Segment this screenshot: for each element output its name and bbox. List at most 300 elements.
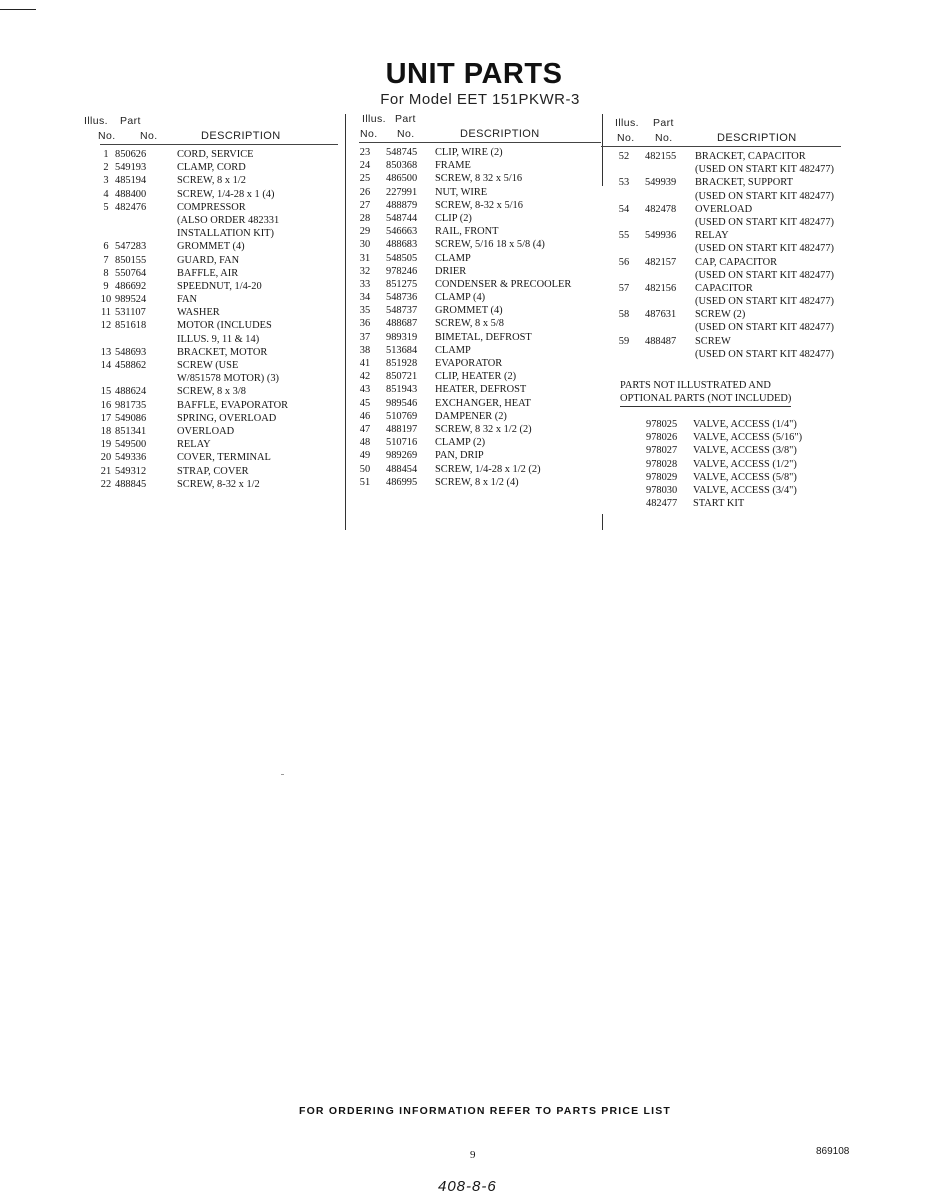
parts-row (615, 335, 855, 348)
illus-number: 1 (103, 149, 109, 160)
optional-part-row (620, 418, 860, 431)
part-number: 989546 (386, 397, 418, 409)
column-header-bottom (359, 128, 601, 143)
part-description: CLAMP (435, 344, 471, 356)
parts-row (615, 308, 855, 321)
part-description: SCREW, 8 x 1/2 (177, 175, 246, 187)
illus-number: 6 (103, 241, 109, 253)
parts-row (615, 229, 855, 242)
model-subtitle: For Model EET 151PKWR-3 (380, 91, 580, 108)
part-description: (USED ON START KIT 482477) (695, 164, 835, 176)
illus-number: 4 (103, 188, 109, 200)
part-description: SCREW, 8 32 x 5/16 (435, 173, 523, 185)
part-description: (USED ON START KIT 482477) (695, 348, 835, 360)
part-number: 851928 (386, 358, 418, 369)
part-number: 486692 (115, 280, 147, 292)
parts-row (359, 225, 601, 238)
illus-number: 48 (359, 437, 371, 449)
optional-part-row (620, 431, 860, 444)
parts-row (615, 321, 855, 334)
parts-row (359, 449, 601, 462)
part-description: CLAMP (435, 252, 471, 264)
optional-part-row (620, 497, 860, 510)
optional-parts-list (620, 418, 860, 510)
part-number: 850368 (386, 160, 418, 172)
part-number: 482478 (645, 203, 677, 215)
illus-number: 31 (359, 252, 371, 264)
illus-number: 33 (359, 278, 371, 290)
parts-row (100, 188, 338, 201)
part-description: NUT, WIRE (435, 186, 488, 198)
no-label: No. (360, 128, 378, 140)
description-label: DESCRIPTION (717, 132, 797, 144)
part-description: SCREW, 8 x 3/8 (177, 386, 246, 398)
parts-row (359, 304, 601, 317)
part-number: 488845 (115, 478, 147, 490)
parts-row (100, 451, 338, 464)
part-number: 851275 (386, 278, 418, 290)
note-line-1: PARTS NOT ILLUSTRATED AND (620, 380, 771, 391)
column-divider-1 (345, 114, 346, 530)
parts-row (359, 370, 601, 383)
part-description: W/851578 MOTOR) (3) (177, 373, 279, 385)
optional-part-row (620, 444, 860, 457)
part-number: 989524 (115, 294, 147, 306)
illus-number: 16 (100, 399, 112, 411)
part-number: 487631 (645, 309, 677, 321)
part-number: 548744 (386, 212, 418, 224)
illus-number: 18 (100, 425, 112, 437)
parts-row (100, 306, 338, 319)
part-number: 549500 (115, 439, 147, 451)
illus-number: 26 (359, 186, 371, 198)
parts-row (359, 344, 601, 357)
part-number: 978246 (386, 265, 418, 277)
part-description: SCREW, 8 x 5/8 (435, 318, 504, 330)
header-rule (601, 146, 841, 147)
parts-row (359, 199, 601, 212)
parts-row (615, 176, 855, 189)
illus-number: 25 (359, 173, 371, 185)
part-description: COMPRESSOR (177, 201, 246, 213)
part-number: 978027 (646, 445, 678, 457)
parts-row (100, 240, 338, 253)
parts-column-3 (615, 117, 855, 361)
part-description: BAFFLE, AIR (177, 267, 239, 279)
page-number: 9 (470, 1149, 476, 1161)
part-number: 850155 (115, 254, 147, 266)
illus-number: 55 (618, 230, 630, 242)
part-description: FRAME (435, 160, 471, 172)
part-number: 485194 (115, 175, 147, 187)
part-description: EVAPORATOR (435, 358, 503, 369)
note-line-2: OPTIONAL PARTS (NOT INCLUDED) (620, 392, 791, 407)
parts-row (359, 410, 601, 423)
no-label: No. (98, 130, 116, 142)
parts-row (100, 385, 338, 398)
part-description: SCREW, 1/4-28 x 1 (4) (177, 188, 275, 200)
part-no-label: No. (140, 130, 158, 142)
part-description: VALVE, ACCESS (1/4") (693, 419, 797, 430)
part-description: SCREW, 8-32 x 1/2 (177, 478, 260, 490)
part-no-label: No. (397, 128, 415, 140)
part-number: 546663 (386, 226, 418, 238)
illus-number: 56 (618, 256, 630, 268)
part-number: 486500 (386, 173, 418, 185)
parts-row (615, 242, 855, 255)
part-description: SPEEDNUT, 1/4-20 (177, 280, 262, 292)
part-description: SCREW, 8-32 x 5/16 (435, 199, 523, 211)
part-description: BRACKET, CAPACITOR (695, 151, 806, 162)
illus-number: 13 (100, 346, 112, 358)
part-description: START KIT (693, 498, 745, 510)
illus-number: 42 (359, 371, 371, 383)
part-description: COVER, TERMINAL (177, 452, 271, 464)
illus-number: 50 (359, 463, 371, 475)
part-no-label: No. (655, 132, 673, 144)
parts-row (100, 201, 338, 214)
scan-speck (281, 774, 284, 775)
part-description: (USED ON START KIT 482477) (695, 216, 835, 228)
part-description: CLAMP (4) (435, 292, 486, 304)
optional-part-row (620, 471, 860, 484)
part-description: BIMETAL, DEFROST (435, 331, 532, 343)
part-description: GUARD, FAN (177, 254, 240, 266)
part-description: VALVE, ACCESS (3/8") (693, 445, 797, 457)
ordering-footer: FOR ORDERING INFORMATION REFER TO PARTS PRICE LIST (298, 1105, 672, 1117)
part-number: 488683 (386, 239, 418, 251)
part-number: 850626 (115, 149, 147, 160)
part-description: CONDENSER & PRECOOLER (435, 278, 572, 290)
part-number: 531107 (115, 307, 146, 319)
parts-row (100, 465, 338, 478)
illus-number: 51 (359, 476, 371, 488)
part-description: DRIER (435, 265, 467, 277)
parts-row (615, 163, 855, 176)
part-description: CLIP, HEATER (2) (435, 371, 517, 383)
illus-number: 38 (359, 344, 371, 356)
part-label: Part (120, 115, 141, 127)
illus-number: 49 (359, 450, 371, 462)
part-number: 851943 (386, 384, 418, 396)
document-code: 869108 (816, 1146, 850, 1157)
part-number: 989319 (386, 331, 418, 343)
illus-number: 2 (103, 162, 109, 174)
part-description: CAP, CAPACITOR (695, 256, 778, 268)
illus-number: 54 (618, 203, 630, 215)
parts-row (100, 174, 338, 187)
part-description: (ALSO ORDER 482331 (177, 214, 280, 226)
part-description: VALVE, ACCESS (1/2") (693, 458, 797, 470)
part-description: RELAY (695, 230, 729, 242)
part-description: SCREW, 8 x 1/2 (4) (435, 476, 519, 488)
parts-row (100, 227, 338, 240)
parts-row (359, 186, 601, 199)
part-description: SCREW, 5/16 18 x 5/8 (4) (435, 239, 545, 251)
part-description: PAN, DRIP (435, 450, 484, 462)
illus-number: 29 (359, 226, 371, 238)
part-number: 482157 (645, 256, 677, 268)
illus-number: 47 (359, 423, 371, 435)
part-number: 978029 (646, 471, 678, 483)
illus-number: 3 (103, 175, 109, 187)
parts-row (100, 438, 338, 451)
part-description: SCREW (2) (695, 309, 746, 321)
column-header-top (615, 117, 855, 132)
parts-row (100, 254, 338, 267)
parts-row (359, 238, 601, 251)
optional-part-row (620, 484, 860, 497)
parts-row (359, 463, 601, 476)
part-number: 488624 (115, 386, 147, 398)
column-header-bottom (100, 130, 338, 145)
part-number: 488487 (645, 335, 677, 347)
illus-label: Illus. (362, 113, 386, 125)
part-description: MOTOR (INCLUDES (177, 320, 272, 332)
illus-number: 45 (359, 397, 371, 409)
part-number: 981735 (115, 399, 147, 411)
illus-number: 24 (359, 160, 371, 172)
part-number: 548736 (386, 292, 418, 304)
illus-number: 46 (359, 410, 371, 422)
parts-row (359, 146, 601, 159)
page-title: UNIT PARTS (385, 58, 563, 90)
parts-row (615, 295, 855, 308)
part-description: CLIP (2) (435, 212, 472, 224)
illus-number: 8 (103, 267, 109, 279)
parts-column-1 (84, 115, 338, 491)
part-label: Part (653, 117, 674, 129)
illus-number: 9 (103, 280, 109, 292)
parts-row (615, 150, 855, 163)
part-number: 851618 (115, 320, 147, 332)
illus-number: 32 (359, 265, 371, 277)
part-number: 488687 (386, 318, 418, 330)
part-number: 482155 (645, 151, 677, 162)
illus-number: 28 (359, 212, 371, 224)
parts-row (615, 269, 855, 282)
parts-row (100, 346, 338, 359)
handwritten-note: 408-8-6 (438, 1178, 497, 1195)
parts-row (615, 190, 855, 203)
part-number: 978026 (646, 432, 678, 444)
illus-number: 15 (100, 386, 112, 398)
illus-label: Illus. (615, 117, 639, 129)
part-number: 978025 (646, 419, 678, 430)
parts-row (359, 212, 601, 225)
illus-number: 10 (100, 294, 112, 306)
part-description: RELAY (177, 439, 211, 451)
parts-row (359, 278, 601, 291)
illus-number: 14 (100, 360, 112, 371)
illus-number: 43 (359, 384, 371, 396)
illus-number: 19 (100, 439, 112, 451)
part-number: 482156 (645, 282, 677, 294)
part-description: VALVE, ACCESS (3/4") (693, 484, 797, 496)
part-number: 850721 (386, 371, 418, 383)
no-label: No. (617, 132, 635, 144)
part-number: 989269 (386, 450, 418, 462)
part-number: 510769 (386, 410, 418, 422)
part-description: FAN (177, 294, 198, 306)
part-description: VALVE, ACCESS (5/16") (693, 432, 803, 444)
part-description: CAPACITOR (695, 282, 753, 294)
column-divider-2-bottom (602, 514, 603, 530)
part-description: (USED ON START KIT 482477) (695, 190, 835, 202)
part-number: 549312 (115, 465, 147, 477)
part-description: CLAMP (2) (435, 437, 486, 449)
illus-number: 27 (359, 199, 371, 211)
part-description: SCREW (695, 335, 731, 347)
part-number: 550764 (115, 267, 147, 279)
part-number: 458862 (115, 360, 147, 371)
part-description: INSTALLATION KIT) (177, 228, 274, 240)
optional-part-row (620, 458, 860, 471)
parts-row (359, 291, 601, 304)
illus-number: 34 (359, 292, 371, 304)
part-description: EXCHANGER, HEAT (435, 397, 531, 409)
part-label: Part (395, 113, 416, 125)
part-description: (USED ON START KIT 482477) (695, 322, 835, 334)
not-illustrated-note (620, 379, 850, 407)
part-number: 510716 (386, 437, 418, 449)
part-description: SCREW, 1/4-28 x 1/2 (2) (435, 463, 541, 475)
column-header-bottom (615, 132, 855, 146)
illus-number: 23 (359, 147, 371, 158)
illus-number: 21 (100, 465, 112, 477)
part-description: SPRING, OVERLOAD (177, 412, 277, 424)
parts-row (100, 425, 338, 438)
part-description: CLIP, WIRE (2) (435, 147, 503, 158)
illus-number: 22 (100, 478, 112, 490)
illus-label: Illus. (84, 115, 108, 127)
part-number: 227991 (386, 186, 418, 198)
illus-number: 52 (618, 151, 630, 162)
parts-row (359, 357, 601, 370)
part-number: 488454 (386, 463, 418, 475)
parts-column-2 (359, 113, 601, 489)
part-number: 548745 (386, 147, 418, 158)
part-number: 549086 (115, 412, 147, 424)
illus-number: 58 (618, 309, 630, 321)
part-description: OVERLOAD (695, 203, 753, 215)
illus-number: 17 (100, 412, 112, 424)
parts-row (359, 265, 601, 278)
part-description: ILLUS. 9, 11 & 14) (177, 333, 260, 345)
part-description: CLAMP, CORD (177, 162, 246, 174)
parts-row (359, 397, 601, 410)
part-description: (USED ON START KIT 482477) (695, 296, 835, 308)
parts-row (359, 331, 601, 344)
parts-row (615, 282, 855, 295)
parts-row (100, 319, 338, 332)
part-description: SCREW, 8 32 x 1/2 (2) (435, 423, 532, 435)
part-number: 548693 (115, 346, 147, 358)
illus-number: 5 (103, 201, 109, 213)
parts-row (359, 476, 601, 489)
part-description: HEATER, DEFROST (435, 384, 527, 396)
illus-number: 57 (618, 282, 630, 294)
part-number: 548505 (386, 252, 418, 264)
description-label: DESCRIPTION (201, 130, 281, 142)
parts-row (100, 412, 338, 425)
part-number: 482476 (115, 201, 147, 213)
part-description: CORD, SERVICE (177, 149, 254, 160)
illus-number: 7 (103, 254, 109, 266)
parts-row (100, 214, 338, 227)
illus-number: 41 (359, 358, 371, 369)
part-number: 488197 (386, 423, 418, 435)
illus-number: 59 (618, 335, 630, 347)
part-description: OVERLOAD (177, 425, 235, 437)
parts-row (359, 317, 601, 330)
parts-row (615, 256, 855, 269)
part-description: STRAP, COVER (177, 465, 249, 477)
parts-row (100, 161, 338, 174)
part-number: 851341 (115, 425, 147, 437)
illus-number: 35 (359, 305, 371, 317)
corner-mark (0, 9, 36, 10)
parts-row (359, 423, 601, 436)
parts-row (100, 293, 338, 306)
parts-row (100, 267, 338, 280)
part-number: 548737 (386, 305, 418, 317)
illus-number: 20 (100, 452, 112, 464)
parts-row (359, 436, 601, 449)
parts-row (100, 372, 338, 385)
illus-number: 11 (100, 307, 111, 319)
parts-row (100, 280, 338, 293)
parts-row (615, 216, 855, 229)
part-number: 978028 (646, 458, 678, 470)
parts-row (615, 203, 855, 216)
part-number: 549936 (645, 230, 677, 242)
part-description: (USED ON START KIT 482477) (695, 243, 835, 255)
part-number: 488879 (386, 199, 418, 211)
part-number: 549193 (115, 162, 147, 174)
part-number: 978030 (646, 484, 678, 496)
column-divider-2-top (602, 114, 603, 186)
illus-number: 36 (359, 318, 371, 330)
part-description: (USED ON START KIT 482477) (695, 269, 835, 281)
part-description: GROMMET (4) (177, 241, 245, 253)
column-header-top (359, 113, 601, 128)
parts-row (359, 159, 601, 172)
part-number: 547283 (115, 241, 147, 253)
part-description: GROMMET (4) (435, 305, 503, 317)
part-description: BRACKET, MOTOR (177, 346, 268, 358)
part-number: 513684 (386, 344, 418, 356)
part-description: DAMPENER (2) (435, 410, 507, 422)
part-number: 486995 (386, 476, 418, 488)
description-label: DESCRIPTION (460, 128, 540, 140)
parts-row (100, 333, 338, 346)
illus-number: 37 (359, 331, 371, 343)
part-number: 549939 (645, 177, 677, 189)
parts-row (100, 399, 338, 412)
illus-number: 12 (100, 320, 112, 332)
part-number: 488400 (115, 188, 147, 200)
parts-row (100, 359, 338, 372)
part-description: VALVE, ACCESS (5/8") (693, 471, 797, 483)
illus-number: 53 (618, 177, 630, 189)
parts-row (359, 252, 601, 265)
part-description: WASHER (177, 307, 220, 319)
parts-row (100, 148, 338, 161)
parts-row (100, 478, 338, 491)
parts-row (615, 348, 855, 361)
part-description: SCREW (USE (177, 360, 239, 371)
